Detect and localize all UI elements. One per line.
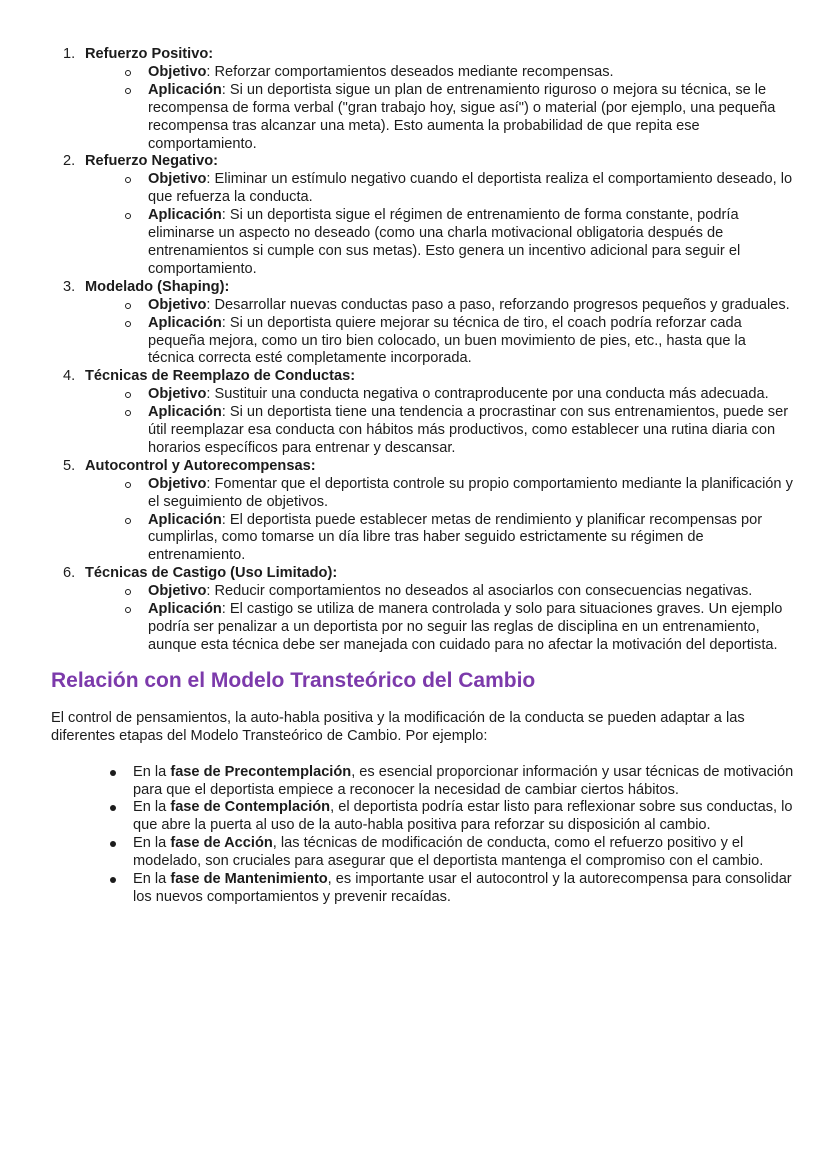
aplicacion-label: Aplicación <box>148 601 222 618</box>
phase-item <box>110 835 795 871</box>
item-text: Objetivo: Reforzar comportamientos deseados mediante recompensas. <box>148 63 614 80</box>
phase-name: fase de Contemplación <box>170 799 331 816</box>
objetivo-item <box>125 583 795 601</box>
item-number: 3. <box>63 278 76 295</box>
technique-title: Autocontrol y Autorecompensas: <box>85 457 316 474</box>
objetivo-label: Objetivo <box>148 63 207 80</box>
aplicacion-label: Aplicación <box>148 404 222 421</box>
dot-bullet-icon <box>110 764 133 800</box>
technique-item <box>51 565 795 655</box>
phase-item <box>110 871 795 907</box>
objetivo-label: Objetivo <box>148 386 207 403</box>
objetivo-label: Objetivo <box>148 475 207 492</box>
item-text: Aplicación: Si un deportista quiere mejorar su técnica de tiro, el coach podría reforzar cada pequeña mejora, como un tiro bien colocado, un buen movimiento de pies, etc., hasta que la técnica correcta esté completamente incorporada. <box>148 314 746 367</box>
dot-bullet-icon <box>110 835 133 871</box>
circle-bullet-icon <box>125 64 148 82</box>
phase-name: fase de Mantenimiento <box>170 871 328 888</box>
objetivo-label: Objetivo <box>148 583 207 600</box>
technique-item <box>51 153 795 278</box>
circle-bullet-icon <box>125 207 148 279</box>
item-number: 1. <box>63 46 76 62</box>
technique-title: Refuerzo Positivo: <box>85 46 214 62</box>
technique-title: Técnicas de Castigo (Uso Limitado): <box>85 565 338 582</box>
item-number: 5. <box>63 457 76 474</box>
item-text: Objetivo: Reducir comportamientos no deseados al asociarlos con consecuencias negativas. <box>148 583 753 600</box>
technique-item <box>51 279 795 369</box>
aplicacion-item <box>125 315 795 369</box>
phases-list <box>51 764 795 907</box>
technique-item <box>51 368 795 458</box>
phase-text: En la fase de Acción, las técnicas de modificación de conducta, como el refuerzo positivo y el modelado, son cruciales para asegurar que el deportista mantenga el compromiso con el cambio. <box>133 835 764 870</box>
circle-bullet-icon <box>125 315 148 369</box>
aplicacion-item <box>125 207 795 279</box>
item-text: Aplicación: Si un deportista sigue el régimen de entrenamiento de forma constante, podría eliminarse un aspecto no deseado (como una charla motivacional obligatoria después de entrenamientos si cumple con sus metas). Esto genera un incentivo adicional para seguir el comportamiento. <box>148 207 741 277</box>
phase-item <box>110 799 795 835</box>
item-number: 2. <box>63 153 76 170</box>
phase-name: fase de Acción <box>170 835 273 852</box>
item-text: Objetivo: Desarrollar nuevas conductas paso a paso, reforzando progresos pequeños y graduales. <box>148 296 790 313</box>
circle-bullet-icon <box>125 297 148 315</box>
aplicacion-label: Aplicación <box>148 511 222 528</box>
circle-bullet-icon <box>125 82 148 154</box>
phase-item <box>110 764 795 800</box>
phase-name: fase de Precontemplación <box>170 763 352 780</box>
aplicacion-label: Aplicación <box>148 314 222 331</box>
technique-title: Técnicas de Reemplazo de Conductas: <box>85 368 356 385</box>
item-number: 6. <box>63 565 76 582</box>
intro-paragraph: El control de pensamientos, la auto-habla positiva y la modificación de la conducta se pueden adaptar a las diferentes etapas del Modelo Transteórico de Cambio. Por ejemplo: <box>51 709 745 744</box>
circle-bullet-icon <box>125 386 148 404</box>
phase-text: En la fase de Mantenimiento, es importante usar el autocontrol y la autorecompensa para consolidar los nuevos comportamientos y prevenir recaídas. <box>133 871 792 905</box>
dot-bullet-icon <box>110 799 133 835</box>
techniques-list <box>51 46 795 655</box>
item-text: Aplicación: Si un deportista sigue un plan de entrenamiento riguroso o mejora su técnica, se le recompensa de forma verbal ("gran trabajo hoy, sigue así") o material (por ejemplo, una pequeña recompensa tras alcanzar una meta). Esto aumenta la probabilidad de que repita ese comportamiento. <box>148 81 776 152</box>
objetivo-item <box>125 171 795 207</box>
item-text: Objetivo: Sustituir una conducta negativa o contraproducente por una conducta más adecuada. <box>148 386 769 403</box>
circle-bullet-icon <box>125 512 148 566</box>
circle-bullet-icon <box>125 171 148 207</box>
objetivo-item <box>125 386 795 404</box>
phase-text: En la fase de Contemplación, el deportista podría estar listo para reflexionar sobre sus conductas, lo que abre la puerta al uso de la auto-habla positiva para reforzar su disposición al cambio. <box>133 799 793 834</box>
aplicacion-item <box>125 512 795 566</box>
objetivo-item <box>125 297 795 315</box>
technique-item <box>51 458 795 565</box>
item-text: Aplicación: El deportista puede establecer metas de rendimiento y planificar recompensas por cumplirlas, como tomarse un día libre tras haber seguido estrictamente su régimen de entrenamiento. <box>148 511 763 564</box>
dot-bullet-icon <box>110 871 133 907</box>
aplicacion-item <box>125 82 795 154</box>
item-text: Objetivo: Eliminar un estímulo negativo cuando el deportista realiza el comportamiento deseado, lo que refuerza la conducta. <box>148 171 793 206</box>
objetivo-label: Objetivo <box>148 296 207 313</box>
technique-title: Modelado (Shaping): <box>85 278 230 295</box>
objetivo-item <box>125 476 795 512</box>
item-text: Objetivo: Fomentar que el deportista controle su propio comportamiento mediante la planificación y el seguimiento de objetivos. <box>148 475 793 510</box>
aplicacion-label: Aplicación <box>148 207 222 224</box>
item-text: Aplicación: Si un deportista tiene una tendencia a procrastinar con sus entrenamientos, puede ser útil reemplazar esa conducta con hábitos más productivos, como establecer una rutina diaria con horarios específicos para entrenar y descansar. <box>148 404 789 456</box>
aplicacion-label: Aplicación <box>148 81 222 98</box>
circle-bullet-icon <box>125 583 148 601</box>
objetivo-label: Objetivo <box>148 171 207 188</box>
aplicacion-item <box>125 404 795 458</box>
phase-text: En la fase de Precontemplación, es esencial proporcionar información y usar técnicas de motivación para que el deportista empiece a reconocer la necesidad de cambiar ciertos hábitos. <box>133 763 794 798</box>
technique-item <box>51 46 795 153</box>
technique-title: Refuerzo Negativo: <box>85 153 218 170</box>
objetivo-item <box>125 64 795 82</box>
circle-bullet-icon <box>125 601 148 655</box>
circle-bullet-icon <box>125 404 148 458</box>
item-text: Aplicación: El castigo se utiliza de manera controlada y solo para situaciones graves. Un ejemplo podría ser penalizar a un deportista por no seguir las reglas de disciplina en un entrenamiento, aunque esta técnica debe ser manejada con cuidado para no afectar la motivación del deportista. <box>148 601 783 653</box>
circle-bullet-icon <box>125 476 148 512</box>
item-number: 4. <box>63 368 76 385</box>
aplicacion-item <box>125 601 795 655</box>
section-heading: Relación con el Modelo Transteórico del Cambio <box>51 668 536 692</box>
